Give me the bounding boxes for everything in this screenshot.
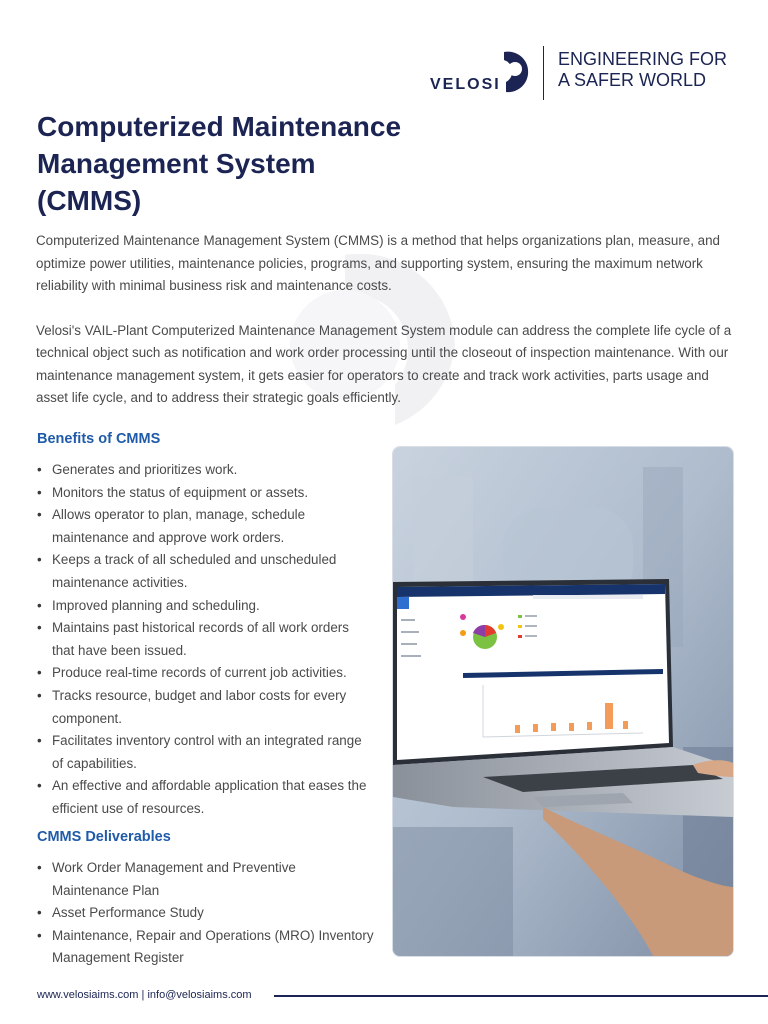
intro-paragraph-2: Velosi's VAIL-Plant Computerized Maintenance Management System module can address the complete life cycle of a technical object such as notification and work order processing until the closeout of inspection maintenance. With our maintenance management system, it gets easier for operators to create and track work activities, parts usage and asset life cycle, and to address their strategic goals efficiently. — [36, 322, 732, 405]
list-item: • Maintains past historical records of all work orders that have been issued. — [36, 617, 366, 662]
title-line-3: (CMMS) — [37, 185, 142, 216]
list-item: • Improved planning and scheduling. — [36, 595, 366, 618]
title-line-2: Management System — [37, 148, 316, 179]
benefits-heading: Benefits of CMMS — [37, 431, 161, 447]
website-link[interactable]: www.velosiaims.com — [37, 989, 139, 1001]
intro-text — [36, 230, 736, 432]
list-item: • Asset Performance Study — [36, 902, 374, 925]
list-item: • Produce real-time records of current job activities. — [36, 662, 366, 685]
footer-contact — [37, 989, 252, 1001]
list-item: • Tracks resource, budget and labor costs for every component. — [36, 685, 366, 730]
benefits-list — [36, 459, 366, 821]
list-item: • Work Order Management and Preventive Maintenance Plan — [36, 857, 374, 902]
intro-paragraph-1: Computerized Maintenance Management System (CMMS) is a method that helps organizations plan, measure, and optimize power utilities, maintenance policies, programs, and supporting system, ensuring the maximum network reliability with minimal business risk and maintenance costs. — [36, 233, 721, 293]
list-item: • Facilitates inventory control with an integrated range of capabilities. — [36, 730, 366, 775]
laptop-photo — [392, 446, 734, 957]
list-item: • An effective and affordable application that eases the efficient use of resources. — [36, 775, 366, 820]
tagline-line-1: ENGINEERING FOR — [558, 49, 728, 69]
velosi-logo-mark-icon — [500, 48, 530, 96]
laptop-illustration — [393, 447, 733, 956]
list-item: • Generates and prioritizes work. — [36, 459, 366, 482]
list-item: • Monitors the status of equipment or assets. — [36, 482, 366, 505]
footer-separator: | — [141, 989, 145, 1001]
deliverables-heading: CMMS Deliverables — [37, 829, 171, 845]
deliverables-list — [36, 857, 374, 970]
email-link[interactable]: info@velosiaims.com — [147, 989, 252, 1001]
velosi-logo — [430, 48, 530, 98]
logo-wordmark: VELOSI — [430, 76, 501, 93]
footer-divider — [274, 995, 768, 997]
title-line-1: Computerized Maintenance — [37, 111, 402, 142]
page-title — [37, 108, 457, 219]
list-item: • Maintenance, Repair and Operations (MRO) Inventory Management Register — [36, 925, 374, 970]
list-item: • Keeps a track of all scheduled and unscheduled maintenance activities. — [36, 549, 366, 594]
tagline — [558, 49, 727, 91]
tagline-line-2: A SAFER WORLD — [558, 70, 707, 90]
list-item: • Allows operator to plan, manage, schedule maintenance and approve work orders. — [36, 504, 366, 549]
header-divider — [543, 46, 544, 100]
